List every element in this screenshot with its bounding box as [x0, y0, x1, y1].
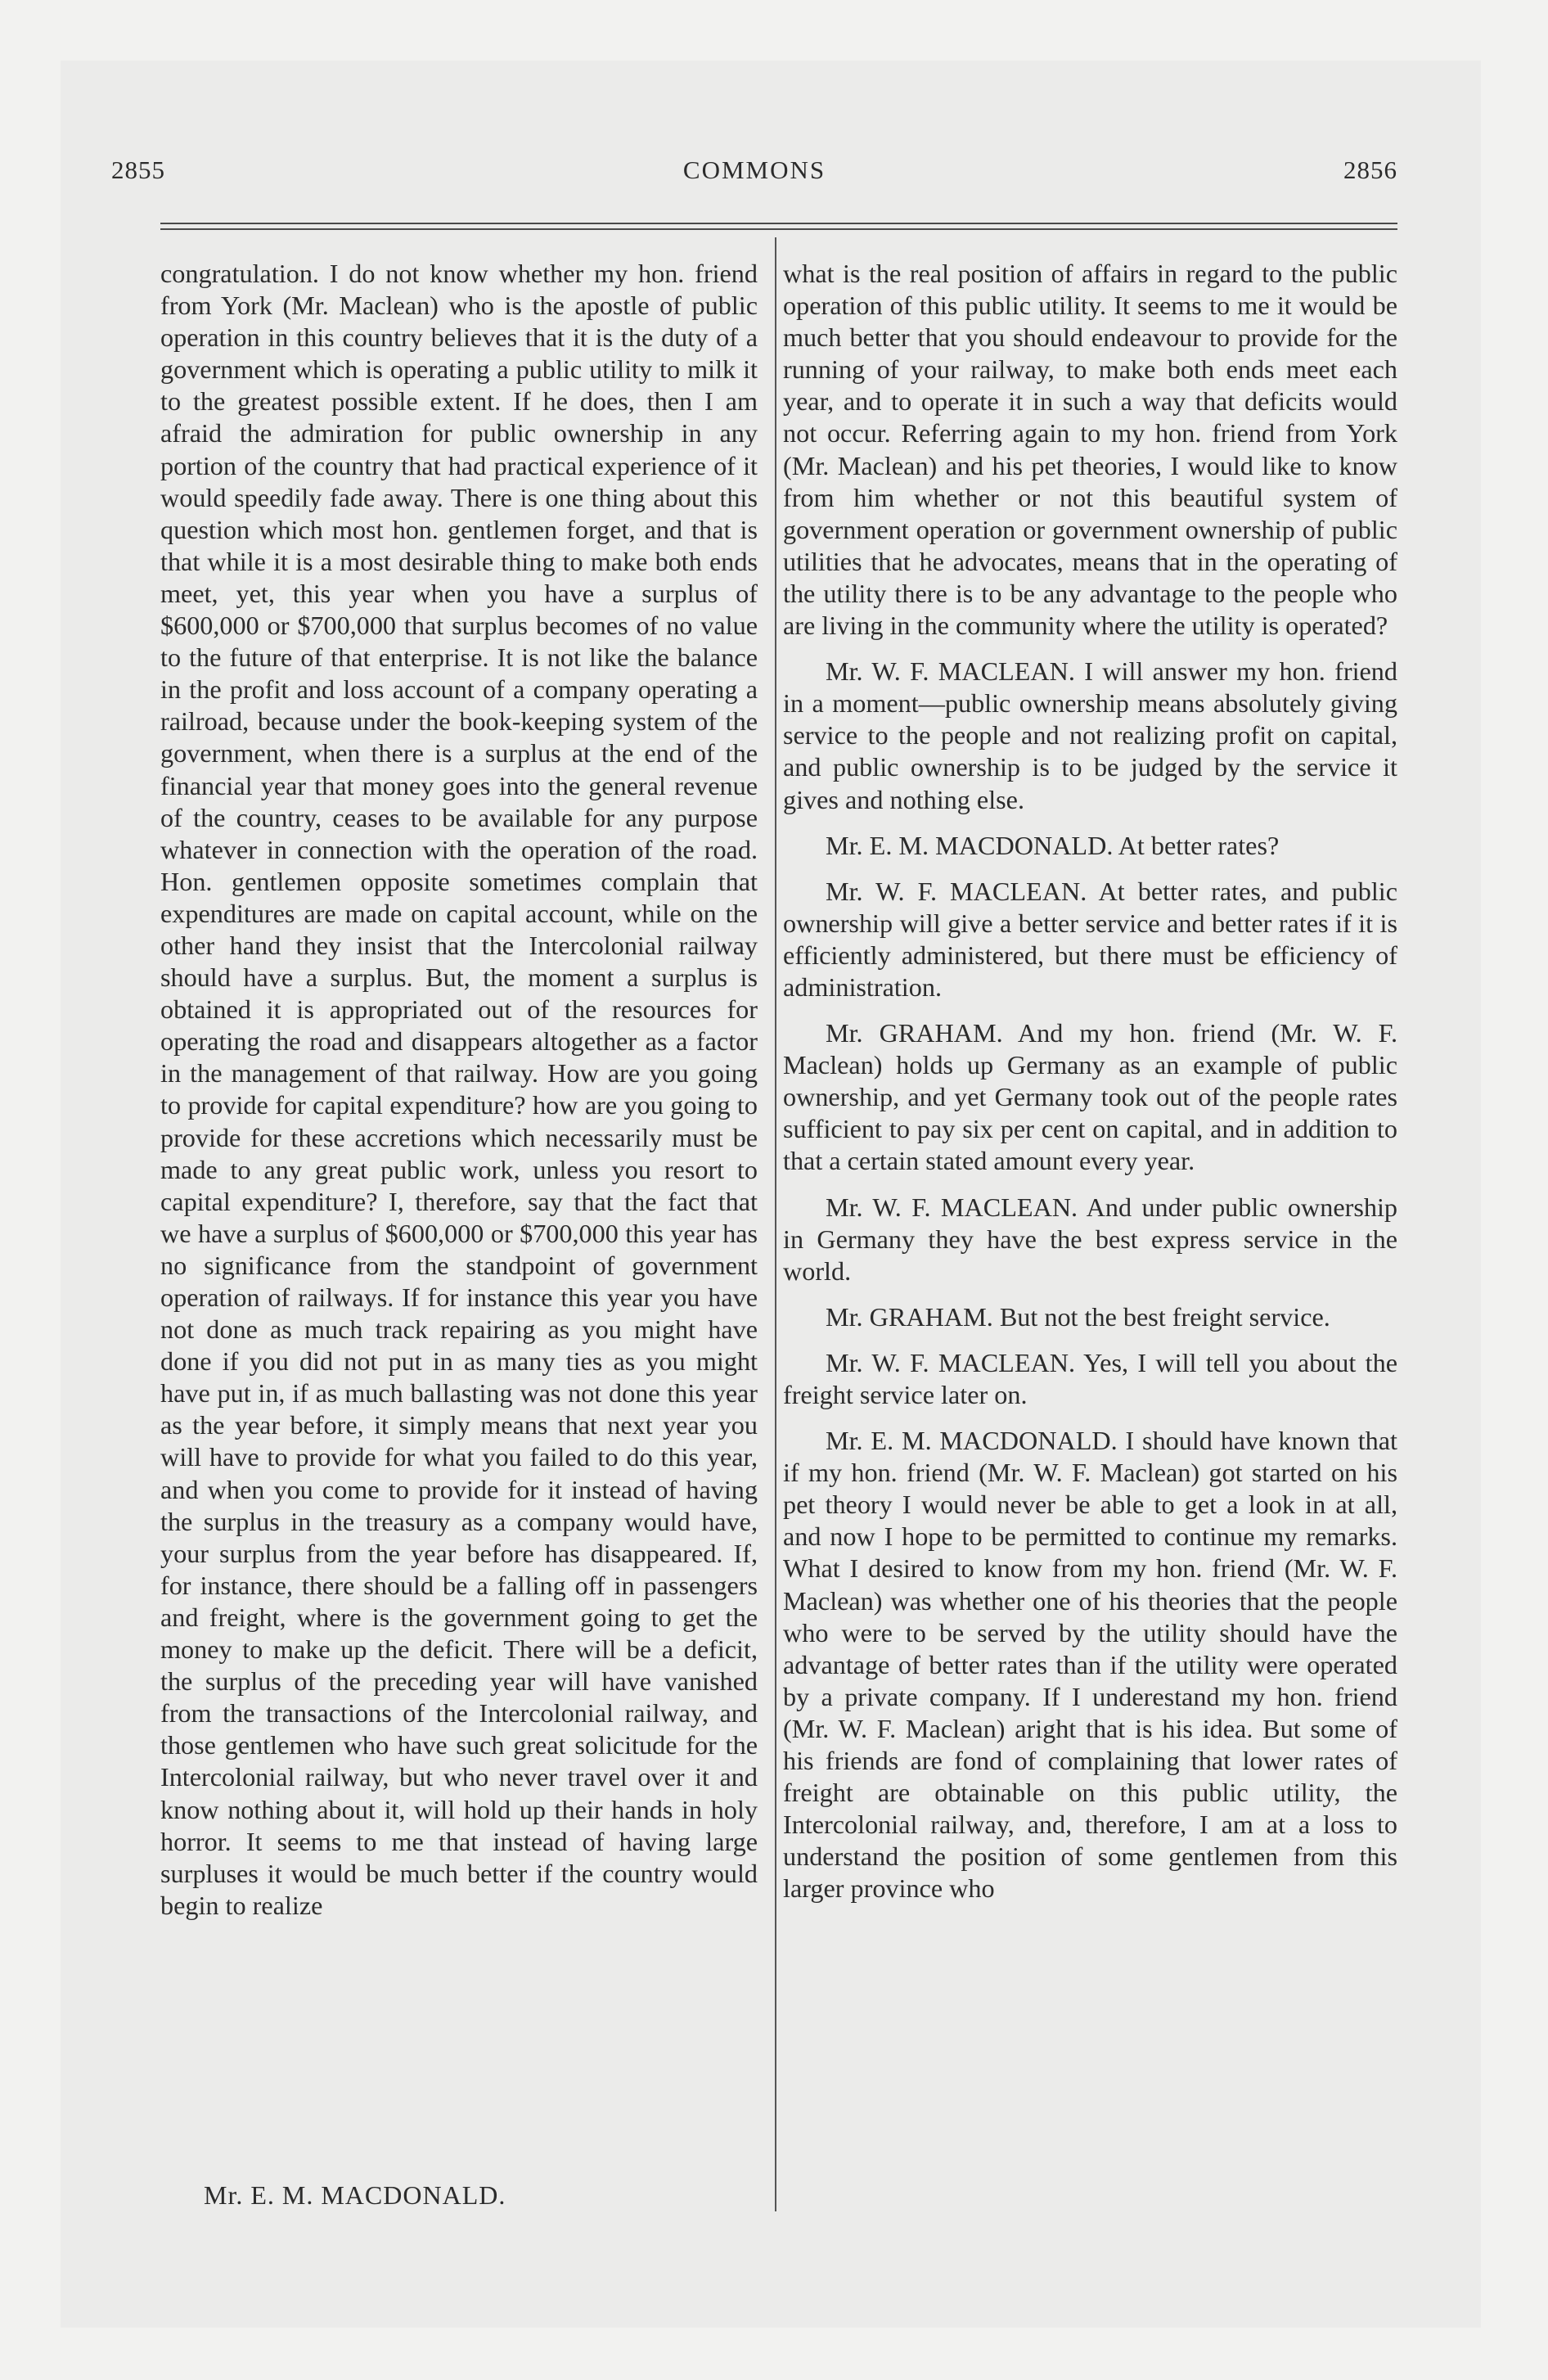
right-paragraph-1: what is the real position of affairs in regard to the public operation of this public utility. It seems to me it would be much better that you should endeavour to provide for the running of your railway, to make both ends meet each year, and to operate it in such a way that deficits would not occur. Referring again to my hon. friend from York (Mr. Maclean) and his pet theories, I would like to know from him whether or not this beautiful system of government operation or government ownership of public utilities that he advocates, means that in the operating of the utility there is to be any advantage to the people who are living in the community where the utility is operated?	[783, 259, 1397, 641]
right-paragraph-6: Mr. W. F. MACLEAN. And under public ownership in Germany they have the best express service in the world.	[783, 1192, 1397, 1286]
right-paragraph-4: Mr. W. F. MACLEAN. At better rates, and public ownership will give a better service and better rates if it is efficiently administered, but there must be efficiency of administration.	[783, 876, 1397, 1002]
right-paragraph-3: Mr. E. M. MACDONALD. At better rates?	[826, 830, 1280, 860]
page-header	[111, 156, 1397, 196]
speaker-signature: Mr. E. M. MACDONALD.	[204, 2180, 506, 2210]
left-column	[160, 258, 758, 1922]
column-divider	[775, 237, 776, 2211]
right-paragraph-7: Mr. GRAHAM. But not the best freight service.	[826, 1301, 1330, 1332]
right-paragraph-5: Mr. GRAHAM. And my hon. friend (Mr. W. F. Maclean) holds up Germany as an example of public ownership, and yet Germany took out of the people rates sufficient to pay six per cent on capital, and in addition to that a certain stated amount every year.	[783, 1018, 1397, 1176]
right-column	[783, 258, 1397, 1919]
header-rule-top	[160, 223, 1397, 224]
page-number-right: 2856	[1343, 156, 1397, 184]
left-paragraph: congratulation. I do not know whether my hon. friend from York (Mr. Maclean) who is the apostle of public operation in this country believes that it is the duty of a government which is operating a public utility to milk it to the greatest possible extent. If he does, then I am afraid the admiration for public ownership in any portion of the country that had practical experience of it would speedily fade away. There is one thing about this question which most hon. gentlemen forget, and that is that while it is a most desirable thing to make both ends meet, yet, this year when you have a surplus of $600,000 or $700,000 that surplus becomes of no value to the future of that enterprise. It is not like the balance in the profit and loss account of a company operating a railroad, because under the book-keeping system of the government, when there is a surplus at the end of the financial year that money goes into the general revenue of the country, ceases to be available for any purpose whatever in connection with the operation of the road. Hon. gentlemen opposite sometimes complain that expenditures are made on capital account, while on the other hand they insist that the Intercolonial railway should have a surplus. But, the moment a surplus is obtained it is appropriated out of the resources for operating the road and disappears altogether as a factor in the management of that railway. How are you going to provide for capital expenditure? how are you going to provide for these accretions which necessarily must be made to any great public work, unless you resort to capital expenditure? I, therefore, say that the fact that we have a surplus of $600,000 or $700,000 this year has no significance from the standpoint of government operation of railways. If for instance this year you have not done as much track repairing as you might have done if you did not put in as many ties as you might have put in, if as much ballasting was not done this year as the year before, it simply means that next year you will have to provide for what you failed to do this year, and when you come to provide for it instead of having the surplus in the treasury as a company would have, your surplus from the year before has disappeared. If, for instance, there should be a falling off in passengers and freight, where is the government going to get the money to make up the deficit. There will be a deficit, the surplus of the preceding year will have vanished from the transactions of the Intercolonial railway, and those gentlemen who have such great solicitude for the Intercolonial railway, but who never travel over it and know nothing about it, will hold up their hands in holy horror. It seems to me that instead of having large surpluses it would be much better if the country would begin to realize	[160, 259, 758, 1920]
page-number-left: 2855	[111, 156, 165, 184]
right-paragraph-8: Mr. W. F. MACLEAN. Yes, I will tell you about the freight service later on.	[783, 1347, 1397, 1409]
right-paragraph-2: Mr. W. F. MACLEAN. I will answer my hon. friend in a moment—public ownership means absolutely giving service to the people and not realizing profit on capital, and public ownership is to be judged by the service it gives and nothing else.	[783, 656, 1397, 814]
right-paragraph-9: Mr. E. M. MACDONALD. I should have known that if my hon. friend (Mr. W. F. Maclean) got started on his pet theory I would never be able to get a look in at all, and now I hope to be permitted to continue my remarks. What I desired to know from my hon. friend (Mr. W. F. Maclean) was whether one of his theories that the people who were to be served by the utility should have the advantage of better rates than if the utility were operated by a private company. If I underestand my hon. friend (Mr. W. F. Maclean) aright that is his idea. But some of his friends are fond of complaining that lower rates of freight are obtainable on this public utility, the Intercolonial railway, and, therefore, I am at a loss to understand the position of some gentlemen from this larger province who	[783, 1426, 1397, 1904]
header-rule-bottom	[160, 228, 1397, 230]
running-title: COMMONS	[682, 156, 826, 184]
